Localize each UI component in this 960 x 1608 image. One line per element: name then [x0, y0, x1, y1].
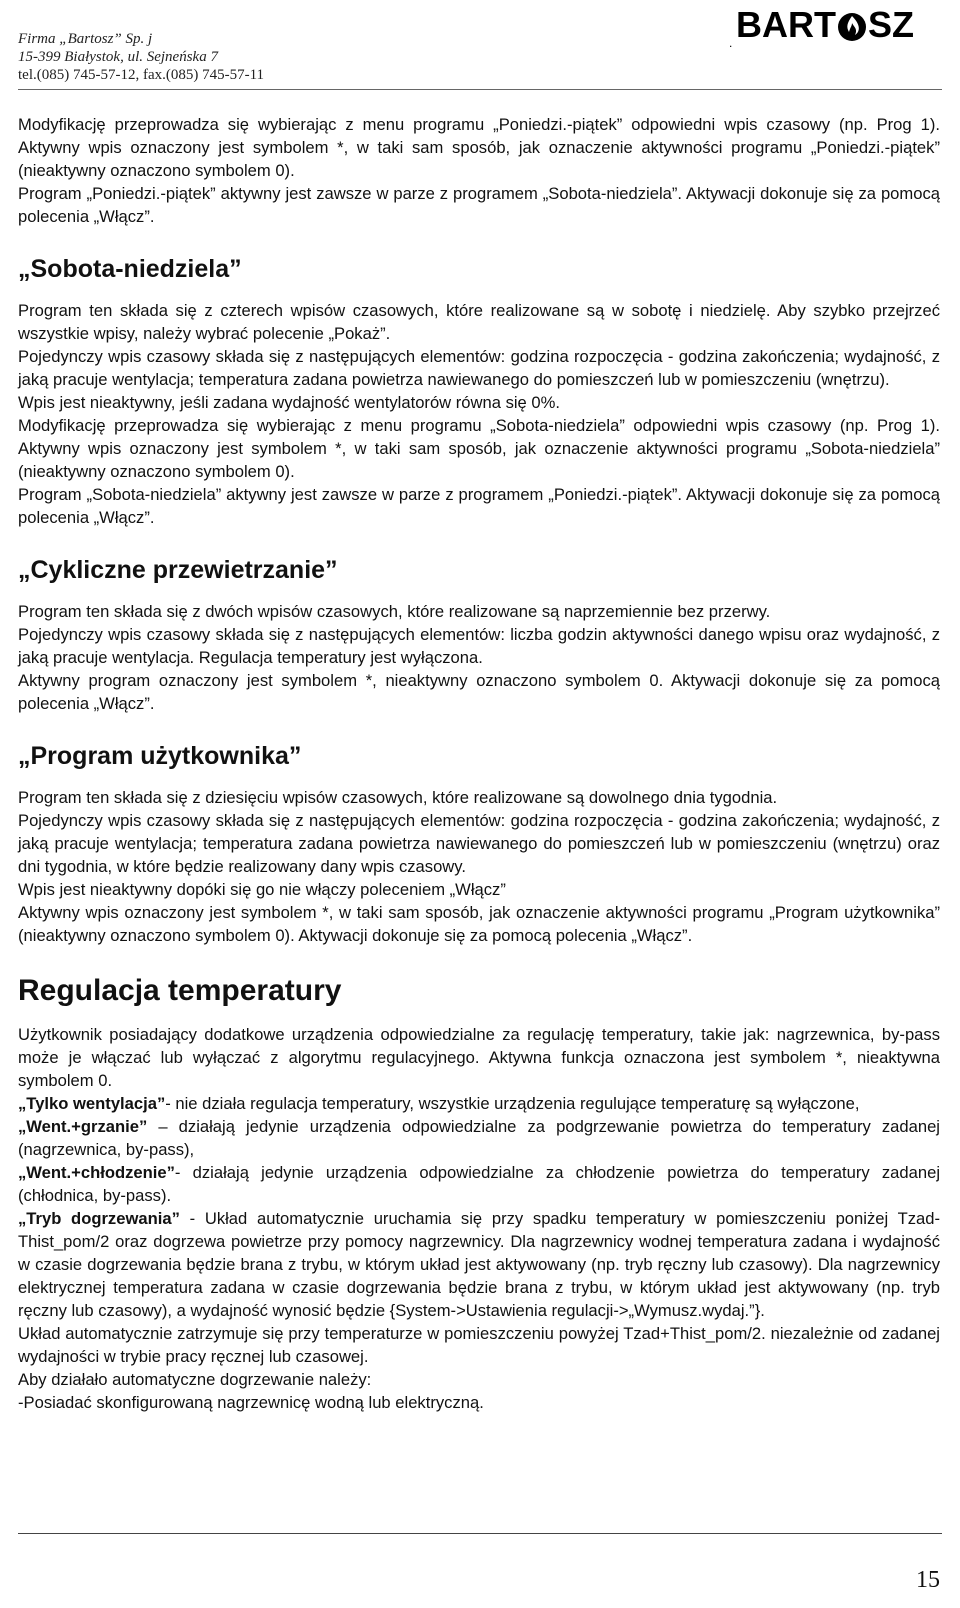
temperature-paragraph: Aby działało automatyczne dogrzewanie należy: [18, 1370, 372, 1389]
section-heading-cyclic: „Cykliczne przewietrzanie” [18, 556, 338, 584]
weekend-paragraph: Program „Sobota-niedziela” aktywny jest zawsze w parze z programem „Poniedzi.-piątek”. Aktywacji dokonuje się za pomocą polecenia „Włącz”. [18, 485, 940, 527]
company-address: 15-399 Białystok, ul. Sejneńska 7 [18, 49, 218, 65]
mode-text: – działają jedynie urządzenia odpowiedzialne za podgrzewanie powietrza do temperatury zadanej (nagrzewnica, by-pass), [18, 1117, 940, 1159]
mode-label: „Went.+chłodzenie” [18, 1163, 175, 1182]
header-divider [18, 89, 942, 90]
mode-ventilation-only [18, 1092, 940, 1115]
mode-text: - działają jedynie urządzenia odpowiedzialne za chłodzenie powietrza do temperatury zadanej (chłodnica, by-pass). [18, 1163, 940, 1205]
logo-text-left: BART [736, 4, 836, 45]
weekend-paragraph: Wpis jest nieaktywny, jeśli zadana wydajność wentylatorów równa się 0%. [18, 393, 560, 412]
logo-dot: . [729, 36, 733, 50]
user-program-paragraph: Pojedynczy wpis czasowy składa się z następujących elementów: godzina rozpoczęcia - godzina zakończenia; wydajność, z jaką pracuje wentylacja; temperatura zadana powietrza nawiewanego do pomieszczeń lub w pomieszczeniu (wnętrzu) oraz dni tygodnia, w które będzie realizowany dany wpis czasowy. [18, 811, 940, 876]
cyclic-paragraph: Aktywny program oznaczony jest symbolem *, nieaktywny oznaczono symbolem 0. Aktywacji dokonuje się za pomocą polecenia „Włącz”. [18, 671, 940, 713]
cyclic-paragraph: Program ten składa się z dwóch wpisów czasowych, które realizowane są naprzemiennie bez przerwy. [18, 602, 771, 621]
company-header [18, 30, 264, 84]
user-program-paragraph: Wpis jest nieaktywny dopóki się go nie włączy poleceniem „Włącz” [18, 880, 506, 899]
mode-reheating [18, 1207, 940, 1322]
weekend-paragraph: Pojedynczy wpis czasowy składa się z następujących elementów: godzina rozpoczęcia - godzina zakończenia; wydajność, z jaką pracuje wentylacja; temperatura zadana powietrza nawiewanego do pomieszczeń lub w pomieszczeniu (wnętrzu). [18, 347, 940, 389]
mode-cooling [18, 1161, 940, 1207]
logo-text-right: SZ [867, 4, 914, 45]
mode-label: „Went.+grzanie” [18, 1117, 148, 1136]
intro-paragraph: Modyfikację przeprowadza się wybierając z menu programu „Poniedzi.-piątek” odpowiedni wpis czasowy (np. Prog 1). Aktywny wpis oznaczony jest symbolem *, w taki sam sposób, jak oznaczenie aktywności programu „Poniedzi.-piątek” (nieaktywny oznaczono symbolem 0). [18, 115, 940, 180]
user-program-paragraph: Aktywny wpis oznaczony jest symbolem *, w taki sam sposób, jak oznaczenie aktywności programu „Program użytkownika” (nieaktywny oznaczono symbolem 0). Aktywacji dokonuje się za pomocą polecenia „Włącz”. [18, 903, 940, 945]
temperature-paragraph: Układ automatycznie zatrzymuje się przy temperaturze w pomieszczeniu powyżej Tzad+Thist_pom/2. niezależnie od zadanej wydajności w trybie pracy ręcznej lub czasowej. [18, 1324, 940, 1366]
weekend-paragraph: Modyfikację przeprowadza się wybierając z menu programu „Sobota-niedziela” odpowiedni wpis czasowy (np. Prog 1). Aktywny wpis oznaczony jest symbolem *, w taki sam sposób, jak oznaczenie aktywności programu „Sobota-niedziela” (nieaktywny oznaczono symbolem 0). [18, 416, 940, 481]
mode-text: - nie działa regulacja temperatury, wszystkie urządzenia regulujące temperaturę są wyłączone, [165, 1094, 860, 1113]
section-heading-user-program: „Program użytkownika” [18, 742, 302, 770]
document-body [18, 113, 940, 1414]
flame-drop-icon [837, 9, 867, 43]
footer-divider [18, 1533, 942, 1534]
intro-paragraph: Program „Poniedzi.-piątek” aktywny jest zawsze w parze z programem „Sobota-niedziela”. Aktywacji dokonuje się za pomocą polecenia „Włącz”. [18, 184, 940, 226]
company-phone: tel.(085) 745-57-12, fax.(085) 745-57-11 [18, 67, 265, 83]
mode-text: - Układ automatycznie uruchamia się przy spadku temperatury w pomieszczeniu poniżej Tzad-Thist_pom/2 oraz dogrzewa powietrze przy pomocy nagrzewnicy. Dla nagrzewnicy wodnej temperatura zadana i wydajność w czasie dogrzewania będzie brana z trybu, w którym układ jest aktywowany (np. tryb ręczny lub czasowy). Dla nagrzewnicy elektrycznej temperatura zadana w czasie dogrzewania będzie brana z trybu, w którym układ jest aktywowany (np. tryb ręczny lub czasowy), a wydajność wynosić będzie {System->Ustawienia regulacji->„Wymusz.wydaj.”}. [18, 1209, 941, 1320]
mode-label: „Tylko wentylacja” [18, 1094, 166, 1113]
mode-label: „Tryb dogrzewania” [18, 1209, 180, 1228]
cyclic-paragraph: Pojedynczy wpis czasowy składa się z następujących elementów: liczba godzin aktywności danego wpisu oraz wydajność, z jaką pracuje wentylacja. Regulacja temperatury jest wyłączona. [18, 625, 940, 667]
temperature-paragraph: -Posiadać skonfigurowaną nagrzewnicę wodną lub elektryczną. [18, 1393, 484, 1412]
user-program-paragraph: Program ten składa się z dziesięciu wpisów czasowych, które realizowane są dowolnego dnia tygodnia. [18, 788, 778, 807]
weekend-paragraph: Program ten składa się z czterech wpisów czasowych, które realizowane są w sobotę i niedzielę. Aby szybko przejrzeć wszystkie wpisy, należy wybrać polecenie „Pokaż”. [18, 301, 940, 343]
company-name: Firma „Bartosz” Sp. j [18, 31, 153, 47]
page-number: 15 [916, 1567, 940, 1593]
section-heading-weekend: „Sobota-niedziela” [18, 255, 242, 283]
mode-heating [18, 1115, 940, 1161]
bartosz-logo [736, 4, 914, 46]
temperature-intro: Użytkownik posiadający dodatkowe urządzenia odpowiedzialne za regulację temperatury, takie jak: nagrzewnica, by-pass może je włączać lub wyłączać z algorytmu regulacyjnego. Aktywna funkcja oznaczona jest symbolem *, nieaktywna symbolem 0. [18, 1025, 940, 1090]
section-heading-temperature: Regulacja temperatury [18, 974, 342, 1007]
